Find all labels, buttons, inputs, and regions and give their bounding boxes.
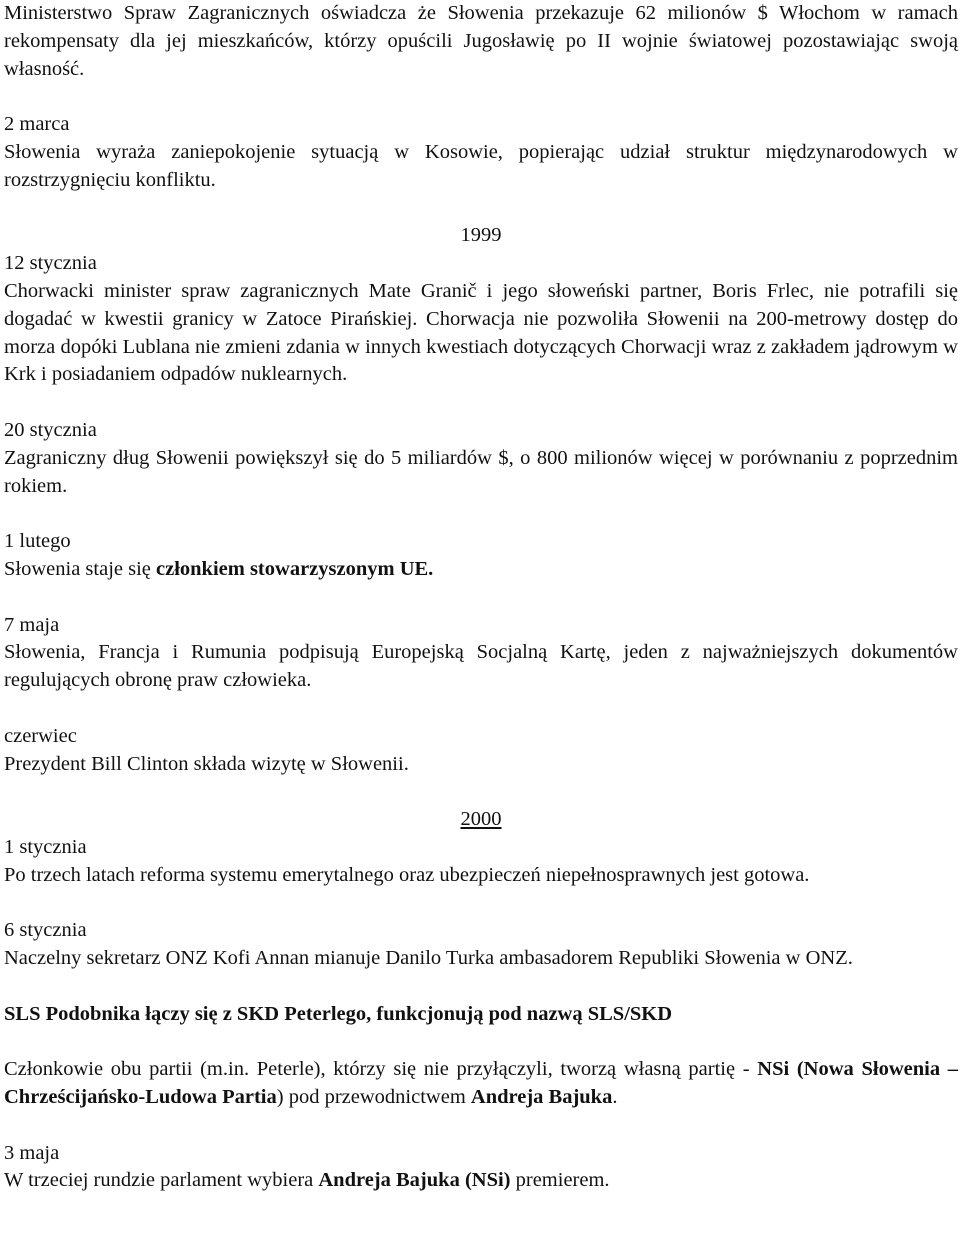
sls-heading-text: SLS Podobnika łączy się z SKD Peterlego, funkcjonują pod nazwą SLS/SKD [4,1002,673,1025]
event-text-part: Słowenia staje się [4,557,157,580]
members-bold-2: (Nowa Słowenia – Chrześcijańsko-Ludowa Partia [4,1058,958,1109]
members-bold-1: NSi [757,1058,790,1081]
event-date: 7 maja [4,613,60,636]
members-text-4: . [612,1086,618,1109]
event-text: Prezydent Bill Clinton składa wizytę w Słowenii. [4,752,409,775]
event-text: Słowenia, Francja i Rumunia podpisują Europejską Socjalną Kartę, jeden z najważniejszych dokumentów regulujących obronę praw człowieka. [4,641,958,692]
event-date: 2 marca [4,113,70,136]
event-date: 6 stycznia [4,919,87,942]
event-date: 12 stycznia [4,252,97,275]
members-paragraph [4,1056,958,1112]
event-text: Po trzech latach reforma systemu emerytalnego oraz ubezpieczeń niepełnosprawnych jest gotowa. [4,863,810,886]
intro-paragraph: Ministerstwo Spraw Zagranicznych oświadcza że Słowenia przekazuje 62 milionów $ Włochom w ramach rekompensaty dla jej mieszkańców, którzy opuścili Jugosławię po II wojnie światowej pozostawiając swoją własność. [4,2,958,80]
members-text-3: ) pod przewodnictwem [276,1086,471,1109]
event-text-bold: Andreja Bajuka (NSi) [318,1169,511,1192]
event-text: Zagraniczny dług Słowenii powiększył się do 5 miliardów $, o 800 milionów więcej w porównaniu z poprzednim rokiem. [4,446,958,497]
event-text-part: premierem. [510,1169,610,1192]
event-text-bold: członkiem stowarzyszonym UE. [156,557,434,580]
year-heading-text: 2000 [460,808,502,831]
event-text [4,556,958,584]
event-date: 20 stycznia [4,418,97,441]
event-text: Chorwacki minister spraw zagranicznych Mate Granič i jego słoweński partner, Boris Frlec, nie potrafili się dogadać w kwestii granicy w Zatoce Pirańskiej. Chorwacja nie pozwoliła Słowenii na 200-metrowy dostęp do morza dopóki Lublana nie zmieni zdania w innych kwestiach dotyczących Chorwacji wraz z zakładem jądrowym w Krk i posiadaniem odpadów nuklearnych. [4,279,958,386]
year-heading-2000 [4,806,958,834]
event-text [4,1167,958,1195]
event-date: 1 lutego [4,530,71,553]
event-text-part: W trzeciej rundzie parlament wybiera [4,1169,319,1192]
event-date: 3 maja [4,1141,60,1164]
members-text-2 [789,1058,797,1080]
event-text: Słowenia wyraża zaniepokojenie sytuacją w Kosowie, popierając udział struktur międzynarodowych w rozstrzygnięciu konfliktu. [4,140,958,191]
members-bold-3: Andreja Bajuka [470,1086,613,1109]
members-text-1: Członkowie obu partii (m.in. Peterle), którzy się nie przyłączyli, tworzą własną partię - [4,1058,758,1081]
sls-heading [4,1001,958,1029]
event-text: Naczelny sekretarz ONZ Kofi Annan mianuje Danilo Turka ambasadorem Republiki Słowenia w ONZ. [4,947,853,970]
year-heading-1999: 1999 [460,224,502,247]
event-date: 1 stycznia [4,835,87,858]
event-date: czerwiec [4,724,77,747]
